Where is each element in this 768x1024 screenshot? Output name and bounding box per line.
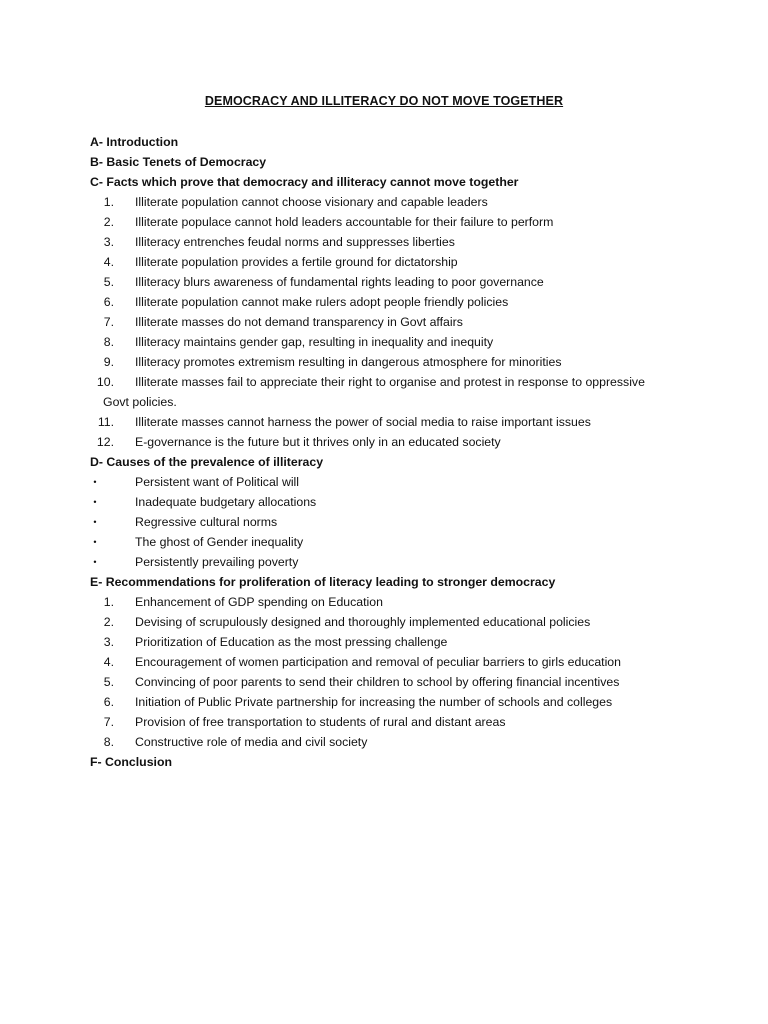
list-item: [90, 592, 690, 612]
item-text: Illiterate population cannot make rulers adopt people friendly policies: [135, 295, 509, 309]
list-item: [90, 232, 690, 252]
bullet-icon: •: [93, 497, 97, 507]
item-text: Illiterate masses cannot harness the power of social media to raise important issues: [135, 415, 591, 429]
item-number: 6.: [103, 295, 114, 309]
list-item: [90, 312, 690, 332]
item-number: 11.: [97, 415, 114, 429]
item-number: 3.: [103, 235, 114, 249]
bullet-icon: •: [93, 557, 97, 567]
bullet-item: [90, 552, 690, 572]
item-number: 4.: [103, 255, 114, 269]
list-item: [90, 612, 690, 632]
item-text: Illiteracy entrenches feudal norms and suppresses liberties: [135, 235, 455, 249]
bullet-icon: •: [93, 477, 97, 487]
section-heading-conclusion: F- Conclusion: [90, 755, 172, 769]
item-text: Devising of scrupulously designed and thoroughly implemented educational policies: [135, 615, 591, 629]
bullet-item: [90, 492, 690, 512]
item-text: Illiterate populace cannot hold leaders accountable for their failure to perform: [135, 215, 554, 229]
item-number: 10.: [96, 375, 114, 389]
item-number: 8.: [103, 335, 114, 349]
causes-list: [90, 472, 690, 572]
item-number: 3.: [103, 635, 114, 649]
item-text-continuation: Govt policies.: [103, 395, 177, 409]
item-text: Regressive cultural norms: [135, 515, 278, 529]
list-item: [90, 672, 690, 692]
item-number: 7.: [103, 715, 114, 729]
item-text: Persistent want of Political will: [135, 475, 300, 489]
facts-list: [90, 192, 690, 452]
item-text: Illiteracy promotes extremism resulting in dangerous atmosphere for minorities: [135, 355, 562, 369]
list-item: [90, 432, 690, 452]
item-text: E-governance is the future but it thrives only in an educated society: [135, 435, 501, 449]
item-text: Prioritization of Education as the most pressing challenge: [135, 635, 448, 649]
item-text: Convincing of poor parents to send their children to school by offering financial incentives: [135, 675, 620, 689]
list-item: [90, 212, 690, 232]
item-text: Inadequate budgetary allocations: [135, 495, 317, 509]
item-text: Illiterate masses fail to appreciate their right to organise and protest in response to oppressive: [135, 375, 645, 389]
item-text: Persistently prevailing poverty: [135, 555, 299, 569]
item-text: Illiterate masses do not demand transparency in Govt affairs: [135, 315, 463, 329]
list-item-continuation: [90, 392, 690, 412]
item-text: The ghost of Gender inequality: [135, 535, 304, 549]
item-number: 5.: [103, 675, 114, 689]
item-number: 1.: [103, 595, 114, 609]
list-item: [90, 652, 690, 672]
item-number: 12.: [96, 435, 114, 449]
item-text: Constructive role of media and civil society: [135, 735, 368, 749]
bullet-item: [90, 472, 690, 492]
item-number: 1.: [103, 195, 114, 209]
list-item: [90, 292, 690, 312]
section-heading-basic-tenets: B- Basic Tenets of Democracy: [90, 155, 267, 169]
section-heading-causes: D- Causes of the prevalence of illiteracy: [90, 455, 324, 469]
item-text: Illiterate population cannot choose visionary and capable leaders: [135, 195, 488, 209]
item-number: 4.: [103, 655, 114, 669]
list-item: [90, 692, 690, 712]
item-number: 2.: [103, 215, 114, 229]
item-number: 7.: [103, 315, 114, 329]
item-text: Initiation of Public Private partnership for increasing the number of schools and colleges: [135, 695, 613, 709]
item-number: 5.: [103, 275, 114, 289]
list-item: [90, 252, 690, 272]
list-item: [90, 272, 690, 292]
item-text: Illiteracy blurs awareness of fundamental rights leading to poor governance: [135, 275, 544, 289]
section-heading-recommendations: E- Recommendations for proliferation of literacy leading to stronger democracy: [90, 575, 556, 589]
outline: [90, 132, 690, 772]
bullet-icon: •: [93, 537, 97, 547]
item-text: Enhancement of GDP spending on Education: [135, 595, 383, 609]
bullet-item: [90, 512, 690, 532]
item-number: 9.: [103, 355, 114, 369]
bullet-item: [90, 532, 690, 552]
document-title: DEMOCRACY AND ILLITERACY DO NOT MOVE TOGETHER: [204, 94, 564, 108]
list-item: [90, 732, 690, 752]
list-item: [90, 192, 690, 212]
list-item: [90, 332, 690, 352]
item-number: 8.: [103, 735, 114, 749]
list-item: [90, 632, 690, 652]
list-item: [90, 352, 690, 372]
item-text: Illiterate population provides a fertile ground for dictatorship: [135, 255, 458, 269]
item-text: Provision of free transportation to students of rural and distant areas: [135, 715, 506, 729]
list-item: [90, 712, 690, 732]
list-item: [90, 372, 690, 392]
bullet-icon: •: [93, 517, 97, 527]
item-number: 2.: [103, 615, 114, 629]
section-heading-introduction: A- Introduction: [90, 135, 179, 149]
item-text: Encouragement of women participation and removal of peculiar barriers to girls education: [135, 655, 621, 669]
item-number: 6.: [103, 695, 114, 709]
section-heading-facts: C- Facts which prove that democracy and illiteracy cannot move together: [90, 175, 519, 189]
item-text: Illiteracy maintains gender gap, resulting in inequality and inequity: [135, 335, 494, 349]
recommendations-list: [90, 592, 690, 752]
list-item: [90, 412, 690, 432]
